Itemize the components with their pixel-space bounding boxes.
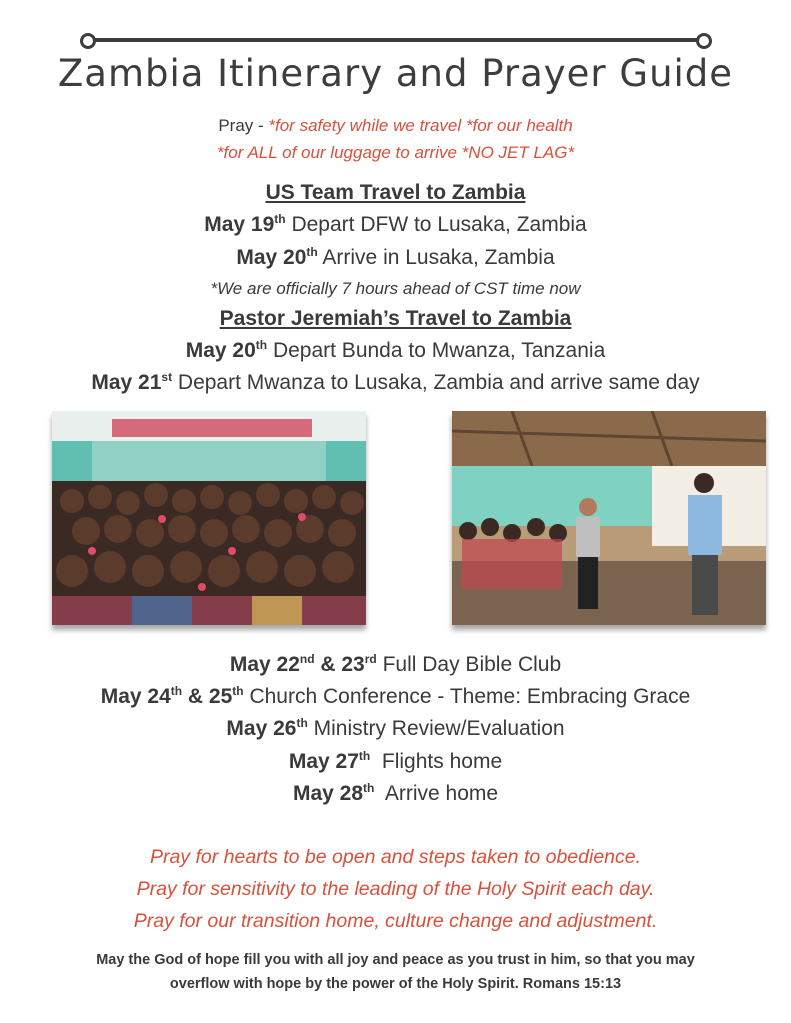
closing-prayer-2: Pray for sensitivity to the leading of the Holy Spirit each day.: [136, 878, 655, 900]
children-crowd-photo: [52, 411, 366, 625]
church-worship-photo: [452, 411, 766, 625]
schedule-item-4: May 27th Flights home: [288, 749, 503, 773]
schedule-item-2: May 24th & 25th Church Conference - Theme: Embracing Grace: [100, 684, 691, 708]
rule-dot-left: [80, 33, 96, 49]
closing-prayer-1: Pray for hearts to be open and steps taken to obedience.: [149, 846, 642, 868]
prayer-request-line-2: *for ALL of our luggage to arrive *NO JET LAG*: [216, 143, 575, 162]
verse-line-1: May the God of hope fill you with all joy and peace as you trust in him, so that you may: [96, 952, 695, 968]
pray-lead: Pray -: [218, 116, 269, 135]
schedule-item-5: May 28th Arrive home: [292, 781, 499, 805]
verse-line-2: overflow with hope by the power of the Holy Spirit. Romans 15:13: [169, 976, 622, 992]
scripture-verse: [0, 948, 791, 996]
pastor-travel-item-1: May 20th Depart Bunda to Mwanza, Tanzania: [185, 338, 606, 362]
pray-line-1-text: *for safety while we travel *for our health: [268, 116, 573, 135]
us-travel-item-2: May 20th Arrive in Lusaka, Zambia: [236, 245, 555, 269]
us-travel-item-1: May 19th Depart DFW to Lusaka, Zambia: [204, 212, 587, 236]
pastor-travel-heading: Pastor Jeremiah’s Travel to Zambia: [219, 307, 572, 330]
time-zone-note: *We are officially 7 hours ahead of CST time now: [210, 279, 581, 298]
decorative-top-rule: [80, 33, 712, 47]
rule-dot-right: [696, 33, 712, 49]
us-travel-heading: US Team Travel to Zambia: [265, 181, 526, 204]
pastor-travel-item-2: May 21st Depart Mwanza to Lusaka, Zambia and arrive same day: [91, 370, 700, 394]
schedule-item-1: May 22nd & 23rd Full Day Bible Club: [229, 652, 562, 676]
prayer-request-line-1: [0, 116, 791, 136]
page-title: Zambia Itinerary and Prayer Guide: [57, 52, 734, 95]
schedule-item-3: May 26th Ministry Review/Evaluation: [226, 716, 565, 740]
closing-prayer-3: Pray for our transition home, culture change and adjustment.: [133, 910, 658, 932]
